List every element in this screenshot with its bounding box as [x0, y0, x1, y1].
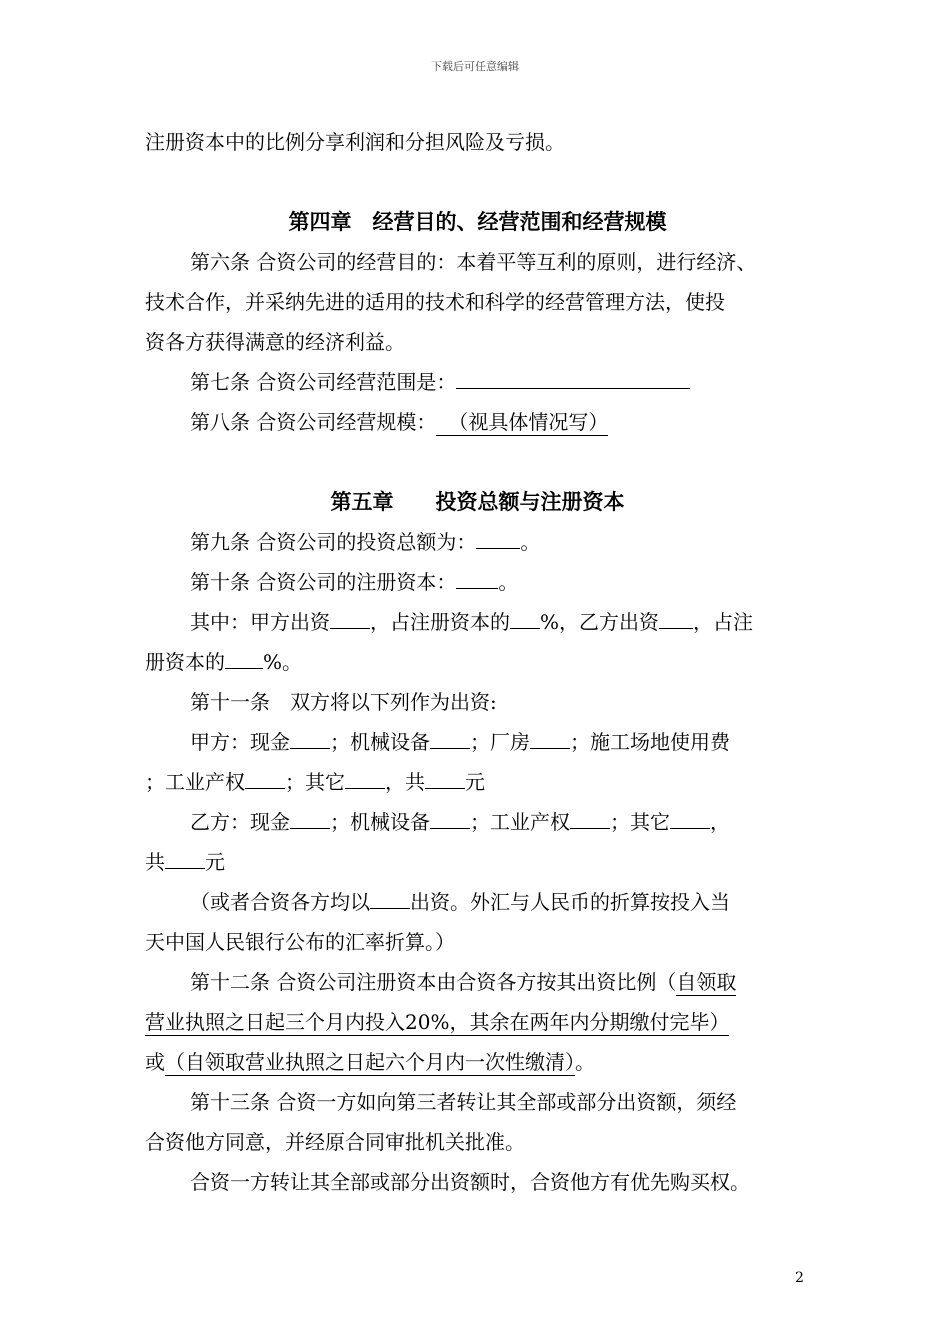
- chapter-4-heading: 第四章 经营目的、经营范围和经营规模: [288, 210, 667, 234]
- article-13-line-1: 第十三条 合资一方如向第三者转让其全部或部分出资额，须经: [190, 1090, 737, 1114]
- article-8: [145, 402, 810, 442]
- article-9-text: 第九条 合资公司的投资总额为：: [190, 530, 477, 554]
- article-6-line-3: 资各方获得满意的经济利益。: [145, 330, 405, 354]
- blank-field: [456, 364, 690, 389]
- text: ；机械设备: [330, 810, 430, 834]
- alternative-line-2: 天中国人民银行公布的汇率折算。）: [145, 930, 455, 954]
- text: %，乙方出资: [540, 610, 660, 634]
- blank-field: [425, 764, 465, 789]
- party-a-line-1: [145, 722, 810, 762]
- article-6-line-2: 技术合作，并采纳先进的适用的技术和科学的经营管理方法，使投: [145, 290, 725, 314]
- article-7-text: 第七条 合资公司经营范围是：: [190, 370, 457, 394]
- text: ；机械设备: [330, 730, 430, 754]
- text: 。: [575, 1050, 595, 1074]
- article-12-line-3: [145, 1042, 810, 1082]
- alternative-line-1: [145, 882, 810, 922]
- text: ，占注: [693, 610, 754, 634]
- chapter-5-heading: 第五章 投资总额与注册资本: [330, 490, 625, 514]
- article-10: [145, 562, 810, 602]
- blank-field: [245, 764, 285, 789]
- text: 乙方：现金: [190, 810, 290, 834]
- text: （或者合资各方均以: [190, 890, 370, 914]
- text: 或: [145, 1050, 165, 1074]
- text: 元: [205, 850, 225, 874]
- blank-field: [330, 604, 370, 629]
- party-a-line-2: [145, 762, 810, 802]
- article-9: [145, 522, 810, 562]
- blank-field: [430, 724, 470, 749]
- text: ；工业产权: [470, 810, 570, 834]
- text: 册资本的: [145, 650, 225, 674]
- blank-field: [659, 604, 693, 629]
- text: ；其它: [610, 810, 670, 834]
- text: ，共: [385, 770, 425, 794]
- text: 共: [145, 850, 165, 874]
- article-13-line-3: 合资一方转让其全部或部分出资额时，合资他方有优先购买权。: [190, 1170, 750, 1194]
- page-number: 2: [795, 1270, 804, 1286]
- blank-field: [476, 524, 520, 549]
- text: ；工业产权: [145, 770, 245, 794]
- text: %。: [263, 650, 303, 674]
- underlined-text: 营业执照之日起三个月内投入20%，其余在两年内分期缴付完毕）: [145, 1010, 730, 1034]
- article-6-line-1: 第六条 合资公司的经营目的：本着平等互利的原则，进行经济、: [190, 250, 757, 274]
- article-8-underlined: （视具体情况写）: [436, 410, 608, 436]
- text: ，: [710, 810, 730, 834]
- article-10-text: 第十条 合资公司的注册资本：: [190, 570, 457, 594]
- article-8-text: 第八条 合资公司经营规模：: [190, 410, 437, 434]
- party-b-line-2: [145, 842, 810, 882]
- capital-split-line-2: [145, 642, 810, 682]
- text: 出资。外汇与人民币的折算按投入当: [410, 890, 730, 914]
- text: ，占注册资本的: [370, 610, 510, 634]
- blank-field: [670, 804, 710, 829]
- page-header: 下载后可任意编辑: [431, 60, 519, 73]
- blank-field: [290, 804, 330, 829]
- article-10-end: 。: [498, 570, 519, 594]
- blank-field: [165, 844, 205, 869]
- text: 甲方：现金: [190, 730, 290, 754]
- party-b-line-1: [145, 802, 810, 842]
- article-12-line-2: [145, 1002, 810, 1042]
- blank-field: [570, 804, 610, 829]
- paragraph-line: 注册资本中的比例分享利润和分担风险及亏损。: [145, 130, 565, 154]
- blank-field: [345, 764, 385, 789]
- text: ；施工场地使用费: [570, 730, 730, 754]
- blank-field: [430, 804, 470, 829]
- blank-field: [225, 644, 263, 669]
- article-7: [145, 362, 810, 402]
- article-9-end: 。: [520, 530, 541, 554]
- article-11: 第十一条 双方将以下列作为出资:: [190, 690, 497, 714]
- article-12-line-1: [145, 962, 810, 1002]
- underlined-text: （自领取营业执照之日起六个月内一次性缴清）: [165, 1050, 575, 1074]
- underlined-text: 自领取: [676, 970, 737, 994]
- text: ；其它: [285, 770, 345, 794]
- text: 第十二条 合资公司注册资本由合资各方按其出资比例（: [190, 970, 677, 994]
- blank-field: [530, 724, 570, 749]
- document-body: [145, 122, 810, 1202]
- blank-field: [290, 724, 330, 749]
- text: 其中：甲方出资: [190, 610, 330, 634]
- blank-field: [510, 604, 540, 629]
- text: 元: [465, 770, 485, 794]
- blank-field: [456, 564, 498, 589]
- article-13-line-2: 合资他方同意，并经原合同审批机关批准。: [145, 1130, 525, 1154]
- blank-field: [370, 884, 410, 909]
- text: ；厂房: [470, 730, 530, 754]
- capital-split-line-1: [145, 602, 810, 642]
